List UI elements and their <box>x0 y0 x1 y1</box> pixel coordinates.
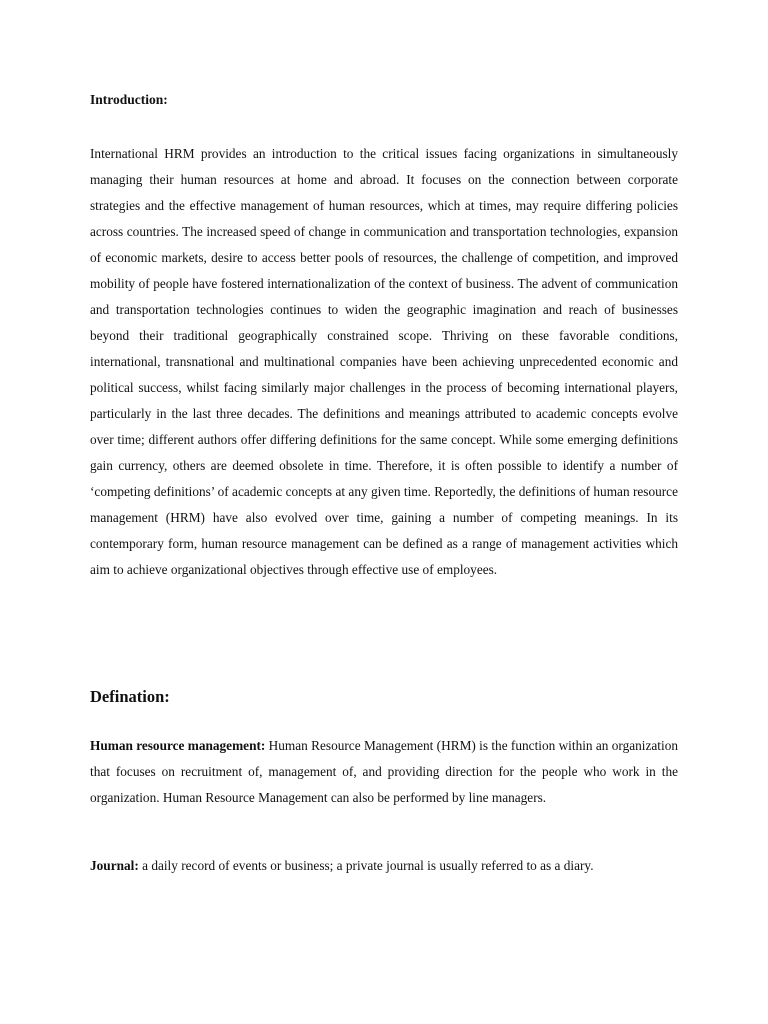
journal-definition-paragraph <box>90 853 678 879</box>
introduction-paragraph: International HRM provides an introduction to the critical issues facing organizations in simultaneously managing their human resources at home and abroad. It focuses on the connection between corporate strategies and the effective management of human resources, which at times, may require differing policies across countries. The increased speed of change in communication and transportation technologies, expansion of economic markets, desire to access better pools of resources, the challenge of competition, and improved mobility of people have fostered internationalization of the context of business. The advent of communication and transportation technologies continues to widen the geographic imagination and reach of businesses beyond their traditional geographically constrained scope. Thriving on these favorable conditions, international, transnational and multinational companies have been achieving unprecedented economic and political success, whilst facing similarly major challenges in the process of becoming international players, particularly in the last three decades. The definitions and meanings attributed to academic concepts evolve over time; different authors offer differing definitions for the same concept. While some emerging definitions gain currency, others are deemed obsolete in time. Therefore, it is often possible to identify a number of ‘competing definitions’ of academic concepts at any given time. Reportedly, the definitions of human resource management (HRM) have also evolved over time, gaining a number of competing meanings. In its contemporary form, human resource management can be defined as a range of management activities which aim to achieve organizational objectives through effective use of employees. <box>90 146 678 577</box>
hrm-definition-text: Human Resource Management (HRM) is the function within an organization that focuses on recruitment of, management of, and providing direction for the people who work in the organization. Human Resource Management can also be performed by line managers. <box>90 738 678 805</box>
hrm-term: Human resource management: <box>90 738 266 753</box>
introduction-heading: Introduction: <box>90 92 168 107</box>
journal-definition-text: a daily record of events or business; a private journal is usually referred to as a diary. <box>138 858 594 873</box>
hrm-definition-paragraph <box>90 733 678 811</box>
definition-heading: Defination: <box>90 687 170 706</box>
journal-term: Journal: <box>90 858 139 873</box>
